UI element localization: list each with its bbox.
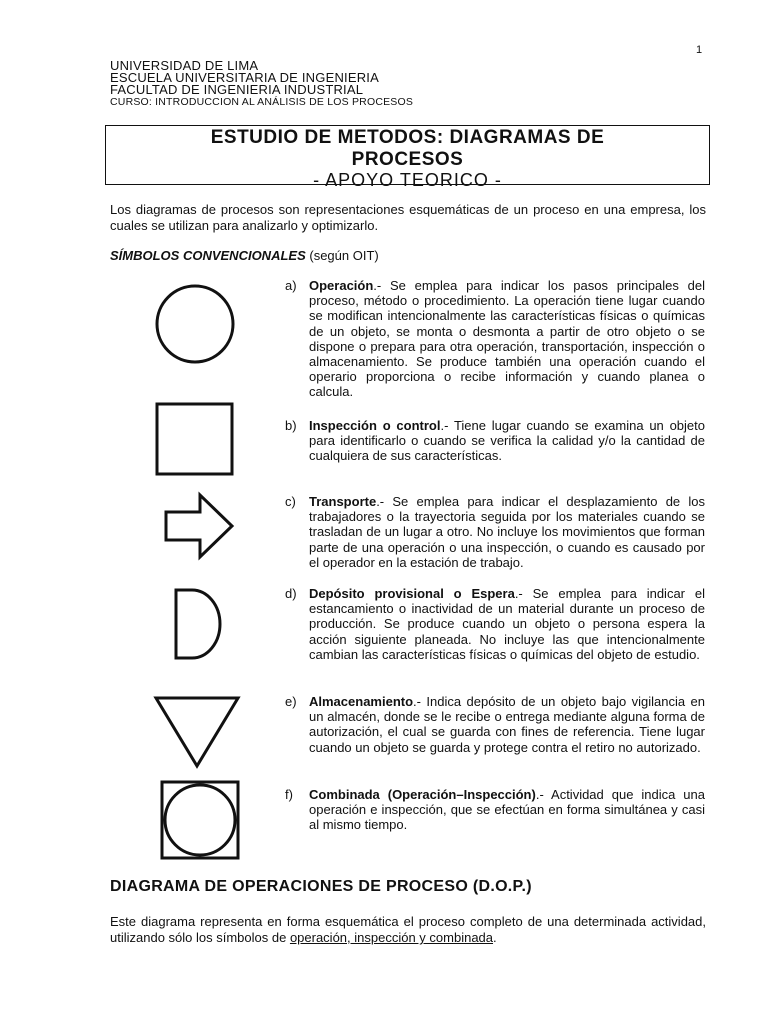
combined-circle-square-icon: [155, 778, 245, 863]
symbols-heading: [110, 248, 379, 263]
symbol-item-inspection: [285, 418, 705, 464]
header-faculty: FACULTAD DE INGENIERIA INDUSTRIAL: [110, 82, 364, 97]
storage-triangle-icon: [150, 693, 245, 773]
symbol-item-storage: [285, 694, 705, 755]
symbols-heading-label: SÍMBOLOS CONVENCIONALES: [110, 248, 306, 263]
delay-d-icon: [170, 585, 230, 665]
operation-circle-icon: [150, 282, 240, 367]
symbol-letter: e): [285, 694, 297, 709]
symbol-letter: c): [285, 494, 296, 509]
header-university: UNIVERSIDAD DE LIMA: [110, 58, 259, 73]
title-subtitle: - APOYO TEORICO -: [313, 170, 502, 190]
title-line-2: PROCESOS: [351, 149, 464, 170]
symbol-description: .- Actividad que indica una operación e inspección, que se efectúan en forma simultánea y casi al mismo tiempo.: [309, 787, 705, 833]
closing-text: Este diagrama representa en forma esquemática el proceso completo de una determinada actividad, utilizando sólo los símbolos de: [110, 914, 706, 945]
symbol-letter: a): [285, 278, 297, 293]
symbol-item-delay: [285, 586, 705, 662]
symbol-letter: f): [285, 787, 293, 802]
symbol-description: .- Indica depósito de un objeto bajo vigilancia en un almacén, donde se le recibe o entrega mediante alguna forma de autorización, el cual se guarda con fines de referencia. Tiene lugar cuando un objeto se guarda y protege contra el retiro no autorizado.: [309, 694, 705, 755]
symbol-term: Inspección o control: [309, 418, 441, 433]
symbols-heading-note: (según OIT): [305, 248, 379, 263]
page-number: 1: [696, 44, 703, 56]
symbol-term: Combinada (Operación–Inspección): [309, 787, 536, 802]
symbol-term: Almacenamiento: [309, 694, 414, 709]
section-heading-dop: DIAGRAMA DE OPERACIONES DE PROCESO (D.O.P.): [110, 878, 532, 895]
transport-arrow-icon: [160, 490, 240, 562]
document-header: [110, 60, 413, 108]
symbol-item-combined: [285, 787, 705, 833]
closing-end: .: [493, 930, 497, 945]
symbol-item-transport: [285, 494, 705, 570]
closing-paragraph: [110, 914, 706, 946]
symbol-term: Operación: [309, 278, 374, 293]
symbol-term: Depósito provisional o Espera: [309, 586, 515, 601]
header-school: ESCUELA UNIVERSITARIA DE INGENIERIA: [110, 70, 379, 85]
intro-paragraph: Los diagramas de procesos son representaciones esquemáticas de un proceso en una empresa, los cuales se utilizan para analizarlo y optimizarlo.: [110, 202, 706, 233]
symbol-description: .- Se emplea para indicar el estancamiento o inactividad de un material durante un proceso de producción. Se produce cuando un objeto o persona espera la acción siguiente planeada. No incluye las que intencionalmente cambian las características físicas o químicas del objeto de estudio.: [309, 586, 705, 662]
symbol-description: .- Se emplea para indicar los pasos principales del proceso, método o procedimiento. La operación tiene lugar cuando se modifican intencionalmente las características físicas o químicas de un objeto, se monta o desmonta a partir de otro objeto o se dispone o prepara para otra operación, transportación, inspección o almacenamiento. Se produce también una operación cuando el operario proporciona o recibe información y cuando planea o calcula.: [309, 278, 705, 400]
title-box: [105, 125, 710, 190]
symbol-term: Transporte: [309, 494, 377, 509]
symbol-letter: b): [285, 418, 297, 433]
symbol-description: .- Tiene lugar cuando se examina un objeto para identificarlo o cuando se verifica la calidad y/o la cantidad de cualquiera de sus características.: [309, 418, 705, 464]
symbol-letter: d): [285, 586, 297, 601]
closing-underlined: operación, inspección y combinada: [289, 930, 494, 945]
symbol-description: .- Se emplea para indicar el desplazamiento de los trabajadores o la trayectoria seguida por los materiales cuando se trasladan de un lugar a otro. No incluye los movimientos que forman parte de una operación o una inspección, o cuando es causado por el operador en la estación de trabajo.: [309, 494, 705, 570]
header-course: CURSO: INTRODUCCION AL ANÁLISIS DE LOS PROCESOS: [110, 96, 414, 108]
inspection-square-icon: [150, 398, 240, 480]
symbol-item-operation: [285, 278, 705, 400]
title-line-1: ESTUDIO DE METODOS: DIAGRAMAS DE: [210, 127, 605, 148]
